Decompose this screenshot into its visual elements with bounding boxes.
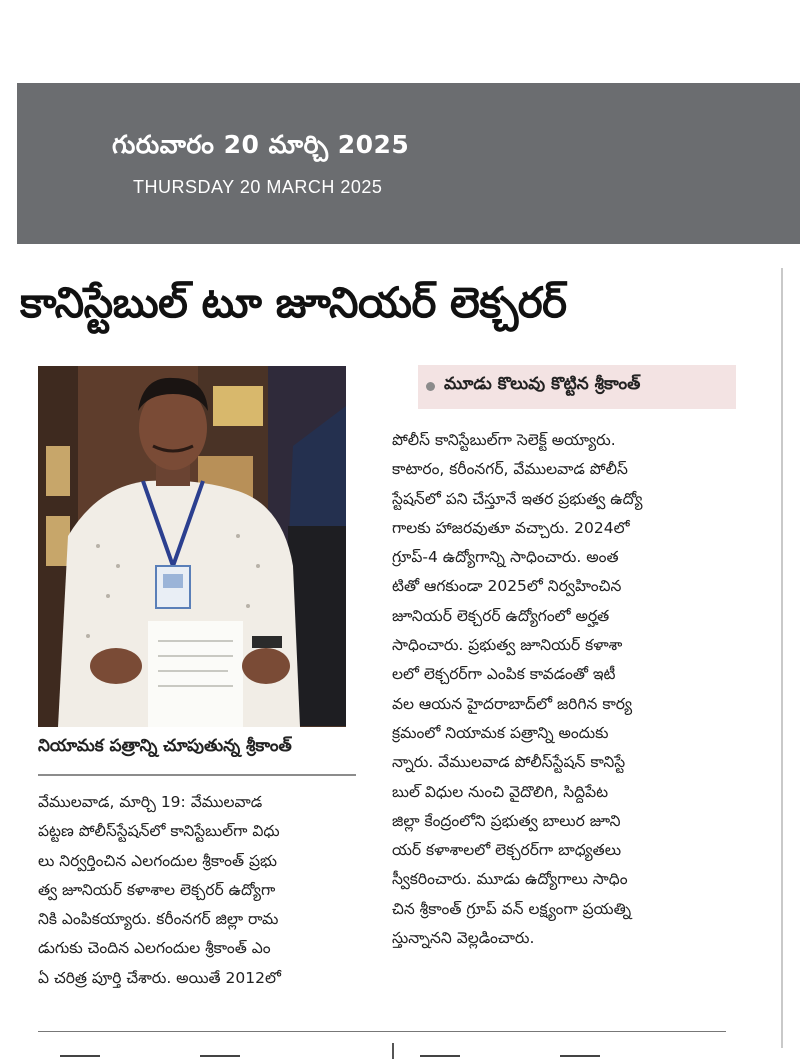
- article-photo: [38, 366, 346, 727]
- next-article-stub: [200, 1055, 240, 1057]
- body-line: త్వ జూనియర్ కళాశాల లెక్చరర్ ఉద్యోగా: [38, 880, 276, 899]
- body-line: వల ఆయన హైదరాబాద్‌లో జరిగిన కార్య: [392, 694, 633, 713]
- body-line: సాధించారు. ప్రభుత్వ జూనియర్ కళాశా: [392, 636, 623, 655]
- body-line: స్టేషన్‌లో పని చేస్తూనే ఇతర ప్రభుత్వ ఉద్యో: [392, 489, 643, 508]
- column-rule: [781, 268, 783, 1048]
- next-article-stub: [420, 1055, 460, 1057]
- subheading: మూడు కొలువు కొట్టిన శ్రీకాంత్: [444, 374, 641, 394]
- body-line: లు నిర్వర్తించిన ఎలగందుల శ్రీకాంత్ ప్రభు: [38, 851, 277, 870]
- body-line: గ్రూప్-4 ఉద్యోగాన్ని సాధించారు. అంత: [392, 548, 619, 567]
- body-line: న్నారు. వేములవాడ పోలీస్‌స్టేషన్ కానిస్టే: [392, 753, 626, 772]
- body-line: క్రమంలో నియామక పత్రాన్ని అందుకు: [392, 723, 609, 742]
- article-left-column: [38, 788, 364, 993]
- body-line: జూనియర్ లెక్చరర్ ఉద్యోగంలో అర్హత: [392, 606, 610, 625]
- body-line: యర్ కళాశాలలో లెక్చరర్‌గా బాధ్యతలు: [392, 841, 622, 860]
- body-line: గాలకు హాజరవుతూ వచ్చారు. 2024లో: [392, 518, 630, 537]
- body-line: నికి ఎంపికయ్యారు. కరీంనగర్ జిల్లా రామ: [38, 910, 279, 929]
- body-line: స్వీకరించారు. మూడు ఉద్యోగాలు సాధిం: [392, 870, 628, 889]
- body-line: వేములవాడ, మార్చి 19: వేములవాడ: [38, 793, 263, 811]
- subheading-box: [418, 365, 736, 409]
- caption-divider: [38, 774, 356, 776]
- body-line: చిన శ్రీకాంత్ గ్రూప్ వన్ లక్ష్యంగా ప్రయత్ని: [392, 899, 632, 918]
- body-line: కాటారం, కరీంనగర్, వేములవాడ పోలీస్: [392, 460, 628, 479]
- body-line: పోలీస్ కానిస్టేబుల్‌గా సెలెక్ట్ అయ్యారు.: [392, 431, 616, 449]
- next-article-stub: [560, 1055, 600, 1057]
- body-line: జిల్లా కేంద్రంలోని ప్రభుత్వ బాలుర జూని: [392, 811, 621, 830]
- body-line: టితో ఆగకుండా 2025లో నిర్వహించిన: [392, 577, 622, 596]
- body-line: డుగుకు చెందిన ఎలగందుల శ్రీకాంత్ ఎం: [38, 939, 271, 958]
- headline: కానిస్టేబుల్ టూ జూనియర్ లెక్చరర్: [20, 278, 567, 327]
- article-right-column: [392, 426, 742, 953]
- column-divider: [392, 1043, 394, 1059]
- body-line: బుల్ విధుల నుంచి వైదొలిగి, సిద్దిపేట: [392, 782, 609, 801]
- date-english: THURSDAY 20 MARCH 2025: [133, 177, 383, 197]
- body-line: స్తున్నానని వెల్లడించారు.: [392, 929, 535, 948]
- body-line: లలో లెక్చరర్‌గా ఎంపిక కావడంతో ఇటీ: [392, 665, 616, 684]
- date-telugu: గురువారం 20 మార్చి 2025: [112, 130, 410, 159]
- body-line: పట్టణ పోలీస్‌స్టేషన్‌లో కానిస్టేబుల్‌గా విధు: [38, 822, 280, 841]
- next-article-stub: [60, 1055, 100, 1057]
- photo-caption: నియామక పత్రాన్ని చూపుతున్న శ్రీకాంత్: [38, 736, 292, 756]
- bullet-icon: [426, 382, 435, 391]
- body-line: ఏ చరిత్ర పూర్తి చేశారు. అయితే 2012లో: [38, 968, 281, 987]
- bottom-divider: [38, 1031, 726, 1032]
